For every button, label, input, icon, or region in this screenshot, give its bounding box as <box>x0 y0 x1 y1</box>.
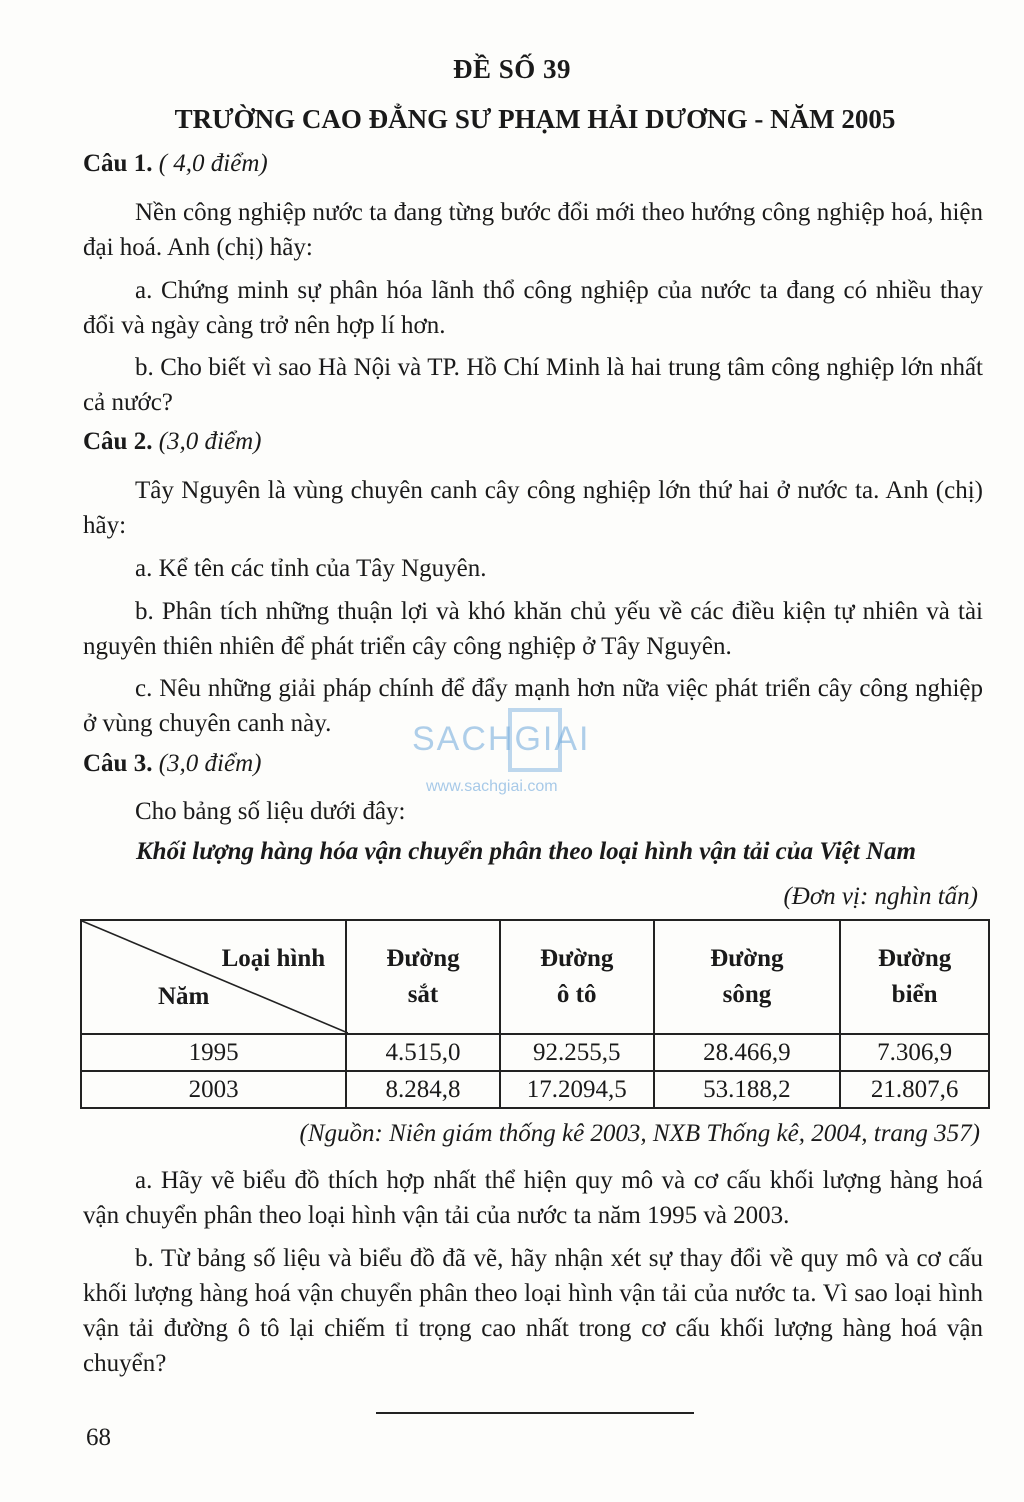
q3-part-a: a. Hãy vẽ biểu đồ thích hợp nhất thể hiện quy mô và cơ cấu khối lượng hàng hoá vận chuyển phân theo loại hình vận tải của nước ta năm 1995 và 2003. <box>83 1167 983 1229</box>
table-source: (Nguồn: Niên giám thống kê 2003, NXB Thống kê, 2004, trang 357) <box>299 1120 980 1147</box>
q1-part-b: b. Cho biết vì sao Hà Nội và TP. Hồ Chí Minh là hai trung tâm công nghiệp lớn nhất cả nước? <box>83 354 983 416</box>
cell-value: 7.306,9 <box>840 1034 989 1071</box>
exam-subtitle: TRƯỜNG CAO ĐẲNG SƯ PHẠM HẢI DƯƠNG - NĂM 2005 <box>174 104 896 134</box>
q1-label: Câu 1. <box>83 150 153 177</box>
watermark <box>412 702 617 797</box>
row-year: 1995 <box>81 1034 346 1071</box>
q1-intro: Nền công nghiệp nước ta đang từng bước đổi mới theo hướng công nghiệp hoá, hiện đại hoá. Anh (chị) hãy: <box>83 199 983 261</box>
q3-points: (3,0 điểm) <box>158 750 262 777</box>
table-unit: (Đơn vị: nghìn tấn) <box>783 883 978 910</box>
q3-part-b: b. Từ bảng số liệu và biểu đồ đã vẽ, hãy nhận xét sự thay đổi về quy mô và cơ cấu khối lượng hàng hoá vận chuyển phân theo loại hình vận tải của nước ta. Vì sao loại hình vận tải đường ô tô lại chiếm tỉ trọng cao nhất trong cơ cấu khối lượng hàng hoá vận chuyển? <box>83 1245 983 1377</box>
header-road: Đường ô tô <box>500 920 654 1034</box>
table-row <box>81 1034 989 1071</box>
freight-table <box>80 919 990 1109</box>
table-row <box>81 1071 989 1108</box>
q3-label: Câu 3. <box>83 750 153 777</box>
page-number: 68 <box>86 1424 111 1451</box>
exam-title: ĐỀ SỐ 39 <box>452 54 572 84</box>
q1-points: ( 4,0 điểm) <box>158 150 268 177</box>
row-year: 2003 <box>81 1071 346 1108</box>
q2-intro: Tây Nguyên là vùng chuyên canh cây công nghiệp lớn thứ hai ở nước ta. Anh (chị) hãy: <box>83 477 983 539</box>
q2-heading <box>83 428 261 456</box>
end-rule <box>376 1412 694 1414</box>
q2-part-b: b. Phân tích những thuận lợi và khó khăn chủ yếu về các điều kiện tự nhiên và tài nguyên thiên nhiên để phát triển cây công nghiệp ở Tây Nguyên. <box>83 598 983 660</box>
header-river: Đường sông <box>654 920 841 1034</box>
q3-heading <box>83 750 261 778</box>
header-rail: Đường sắt <box>346 920 500 1034</box>
q2-part-c: c. Nêu những giải pháp chính để đẩy mạnh hơn nữa việc phát triển cây công nghiệp ở vùng chuyên canh này. <box>83 675 983 737</box>
corner-label-type: Loại hình <box>221 945 326 972</box>
corner-diagonal <box>82 921 348 1033</box>
q2-part-a: a. Kể tên các tỉnh của Tây Nguyên. <box>135 555 487 582</box>
cell-value: 92.255,5 <box>500 1034 654 1071</box>
table-caption: Khối lượng hàng hóa vận chuyển phân theo loại hình vận tải của Việt Nam <box>136 838 916 865</box>
table-header-row <box>81 920 989 1034</box>
table-corner-cell <box>81 920 346 1034</box>
corner-label-year: Năm <box>158 983 210 1010</box>
cell-value: 53.188,2 <box>654 1071 841 1108</box>
watermark-brand: SACHGIAI <box>412 720 591 758</box>
cell-value: 21.807,6 <box>840 1071 989 1108</box>
q2-label: Câu 2. <box>83 428 153 455</box>
cell-value: 28.466,9 <box>654 1034 841 1071</box>
q1-part-a: a. Chứng minh sự phân hóa lãnh thổ công nghiệp của nước ta đang có nhiều thay đổi và ngày càng trở nên hợp lí hơn. <box>83 277 983 339</box>
q1-heading <box>83 150 268 178</box>
header-sea: Đường biển <box>840 920 989 1034</box>
q3-intro: Cho bảng số liệu dưới đây: <box>135 798 406 825</box>
watermark-url: www.sachgiai.com <box>426 778 558 795</box>
q2-points: (3,0 điểm) <box>158 428 262 455</box>
cell-value: 8.284,8 <box>346 1071 500 1108</box>
cell-value: 4.515,0 <box>346 1034 500 1071</box>
cell-value: 17.2094,5 <box>500 1071 654 1108</box>
